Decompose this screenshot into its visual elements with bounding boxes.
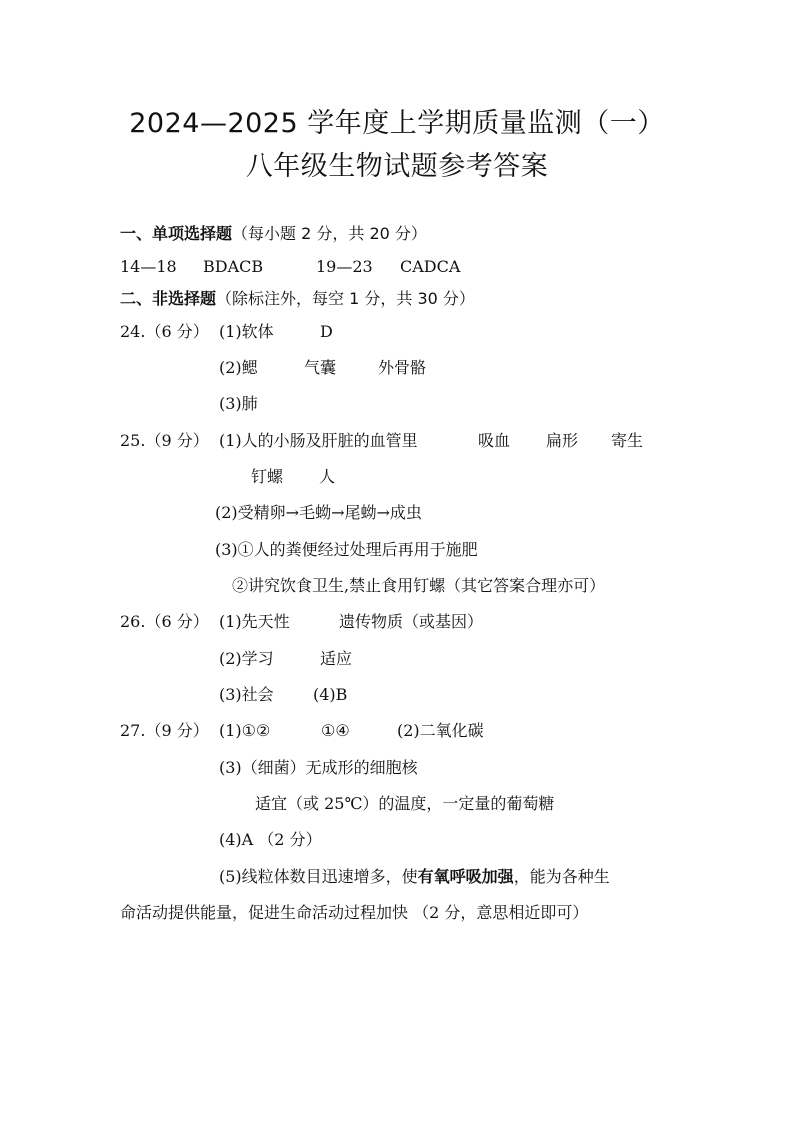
q25-p3b: ②讲究饮食卫生,禁止食用钉螺（其它答案合理亦可） <box>232 576 606 595</box>
q26-p2a: (2)学习 <box>219 649 274 668</box>
q24-p1: (1)软体 <box>219 322 274 341</box>
q27-p5a: (5)线粒体数目迅速增多，使 <box>219 867 418 886</box>
q26-p2b: 适应 <box>320 649 353 668</box>
q26-p3b: (4)B <box>313 685 348 704</box>
answers-2: CADCA <box>400 257 461 276</box>
q25-p1b: 吸血 <box>478 431 511 450</box>
q25-p1a: (1)人的小肠及肝脏的血管里 <box>219 431 418 450</box>
q26-p3a: (3)社会 <box>219 685 274 704</box>
q27-p3a: (3)（细菌）无成形的细胞核 <box>219 758 418 777</box>
page-subtitle: 八年级生物试题参考答案 <box>245 151 549 182</box>
section-1-title: 一、单项选择题 <box>120 224 233 243</box>
q27-p5 <box>219 867 610 887</box>
q26-label: 26.（6 分） <box>120 612 209 631</box>
section-2-note: （除标注外，每空 1 分，共 30 分） <box>216 289 475 308</box>
q24-p1b: D <box>320 322 333 341</box>
q27-p4: (4)A （2 分） <box>219 830 322 849</box>
answer-range-2: 19—23 <box>316 257 373 276</box>
answer-range-1: 14—18 <box>120 257 177 276</box>
q25-p1f: 人 <box>319 467 336 486</box>
q27-p5c: ，能为各种生 <box>513 867 610 886</box>
answers-1: BDACB <box>203 257 264 276</box>
q24-p3: (3)肺 <box>219 394 258 413</box>
q24-p2a: (2)鳃 <box>219 358 258 377</box>
q27-p1a: (1)①② <box>219 721 271 740</box>
section-1-heading <box>120 224 427 244</box>
q24-label: 24.（6 分） <box>120 322 209 341</box>
q27-p1b: ①④ <box>321 721 350 740</box>
q25-label: 25.（9 分） <box>120 431 209 450</box>
q27-p5-emphasis: 有氧呼吸加强 <box>417 867 514 886</box>
page-title: 2024—2025 学年度上学期质量监测（一） <box>129 108 665 139</box>
q26-p1b: 遗传物质（或基因） <box>339 612 484 631</box>
section-1-note: （每小题 2 分，共 20 分） <box>232 224 427 243</box>
q25-p1c: 扁形 <box>546 431 579 450</box>
q27-p1c: (2)二氧化碳 <box>397 721 484 740</box>
q27-p3b: 适宜（或 25℃）的温度，一定量的葡萄糖 <box>255 794 555 813</box>
q25-p3a: (3)①人的粪便经过处理后再用于施肥 <box>215 540 478 559</box>
section-2-title: 二、非选择题 <box>120 289 217 308</box>
q25-p1e: 钉螺 <box>251 467 284 486</box>
q24-p2b: 气囊 <box>304 358 337 377</box>
q27-p5d: 命活动提供能量，促进生命活动过程加快 （2 分，意思相近即可） <box>120 903 589 922</box>
q26-p1a: (1)先天性 <box>219 612 290 631</box>
q25-p1d: 寄生 <box>611 431 644 450</box>
q25-p2: (2)受精卵→毛蚴→尾蚴→成虫 <box>215 503 422 522</box>
q24-p2c: 外骨骼 <box>378 358 427 377</box>
q27-label: 27.（9 分） <box>120 721 209 740</box>
section-2-heading <box>120 289 475 309</box>
section-1-answers <box>120 257 177 277</box>
